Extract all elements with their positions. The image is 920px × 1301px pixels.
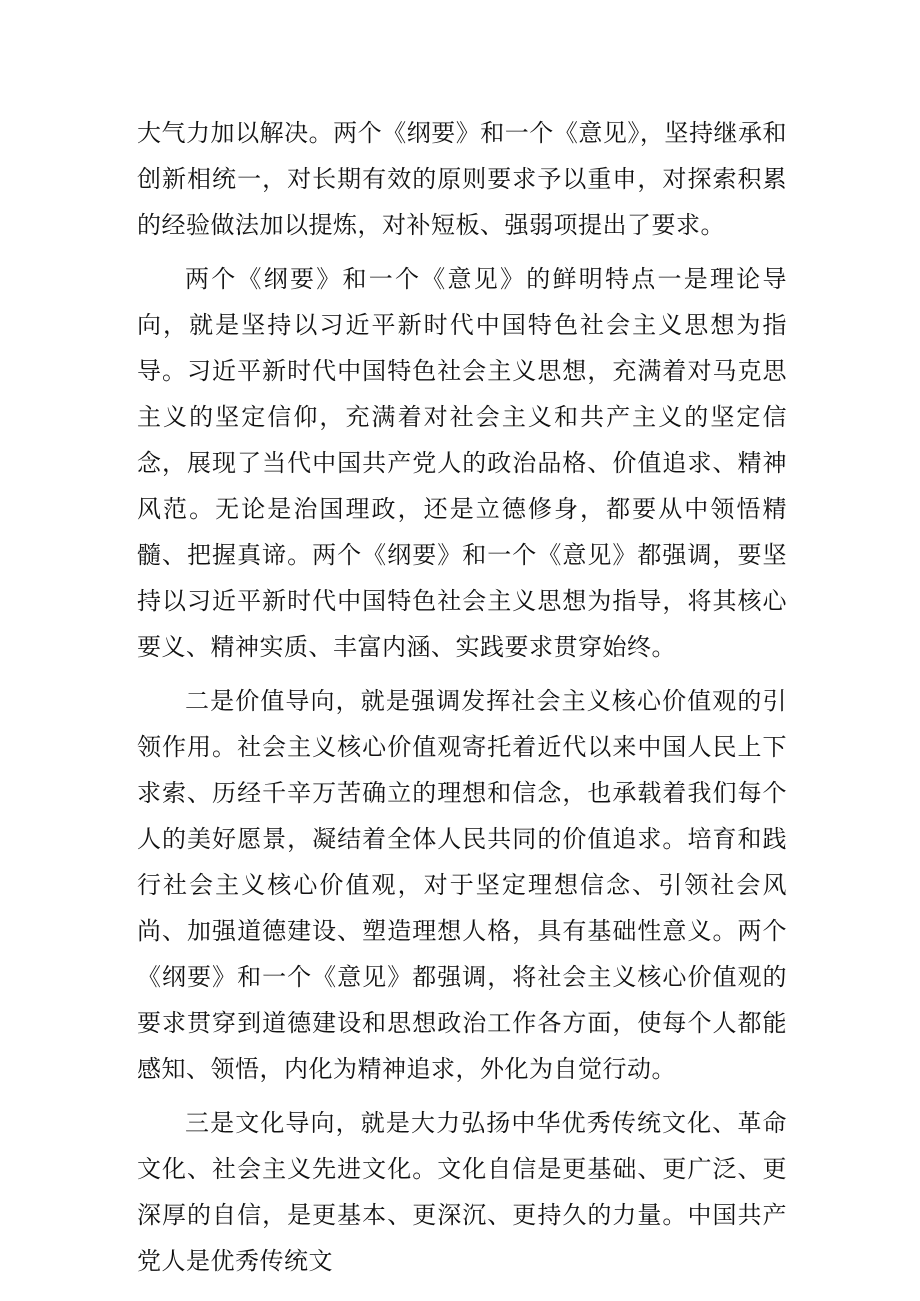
paragraph-4: 三是文化导向，就是大力弘扬中华优秀传统文化、革命文化、社会主义先进文化。文化自信是更基础、更广泛、更深厚的自信，是更基本、更深沉、更持久的力量。中国共产党人是优秀传统文 (137, 1109, 787, 1275)
paragraph-1: 大气力加以解决。两个《纲要》和一个《意见》，坚持继承和创新相统一，对长期有效的原则要求予以重申，对探索积累的经验做法加以提炼，对补短板、强弱项提出了要求。 (137, 119, 787, 239)
paragraph-3: 二是价值导向，就是强调发挥社会主义核心价值观的引领作用。社会主义核心价值观寄托着近代以来中国人民上下求索、历经千辛万苦确立的理想和信念，也承载着我们每个人的美好愿景，凝结着全体人民共同的价值追求。培育和践行社会主义核心价值观，对于坚定理想信念、引领社会风尚、加强道德建设、塑造理想人格，具有基础性意义。两个《纲要》和一个《意见》都强调，将社会主义核心价值观的要求贯穿到道德建设和思想政治工作各方面，使每个人都能感知、领悟，内化为精神追求，外化为自觉行动。 (137, 687, 787, 1083)
paragraph-2: 两个《纲要》和一个《意见》的鲜明特点一是理论导向，就是坚持以习近平新时代中国特色社会主义思想为指导。习近平新时代中国特色社会主义思想，充满着对马克思主义的坚定信仰，充满着对社会主义和共产主义的坚定信念，展现了当代中国共产党人的政治品格、价值追求、精神风范。无论是治国理政，还是立德修身，都要从中领悟精髓、把握真谛。两个《纲要》和一个《意见》都强调，要坚持以习近平新时代中国特色社会主义思想为指导，将其核心要义、精神实质、丰富内涵、实践要求贯穿始终。 (137, 265, 787, 661)
document-body (137, 110, 787, 1292)
